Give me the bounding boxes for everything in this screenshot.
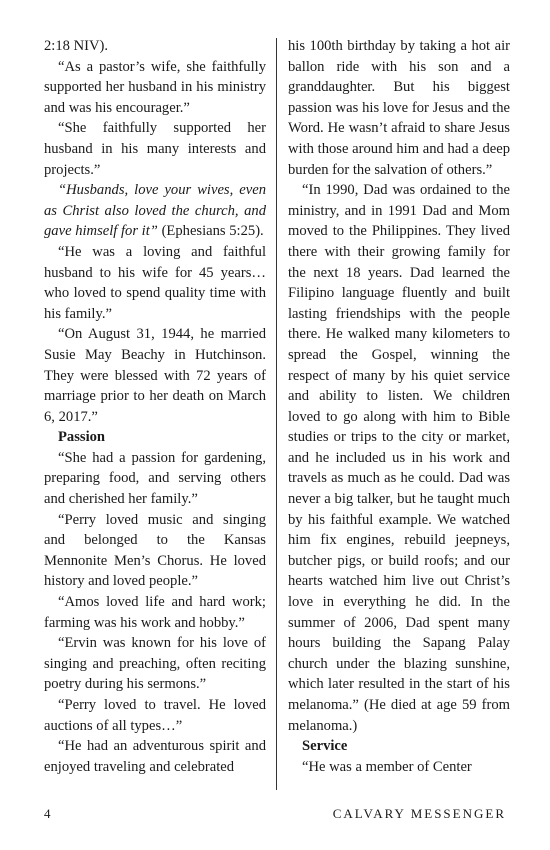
section-heading-passion: Passion	[58, 429, 106, 446]
paragraph: “Perry loved music and singing and belonged to the Kansas Mennonite Men’s Chorus. He loved history and loved people.”	[44, 511, 266, 590]
page-number: 4	[44, 806, 51, 821]
paragraph: his 100th birthday by taking a hot air ballon ride with his son and a granddaughter. But his biggest passion was his love for Jesus and the Word. He wasn’t afraid to share Jesus with those around him and had a deep burden for the salvation of others.”	[288, 38, 510, 178]
scripture-reference: (Ephesians 5:25).	[157, 223, 264, 240]
section-heading-service: Service	[302, 738, 348, 755]
paragraph: “She had a passion for gardening, preparing food, and serving others and cherished her family.”	[44, 449, 266, 508]
publication-name: CALVARY MESSENGER	[332, 806, 506, 821]
column-divider	[276, 38, 277, 790]
paragraph: 2:18 NIV).	[44, 38, 109, 54]
paragraph: “Amos loved life and hard work; farming was his work and hobby.”	[44, 594, 266, 631]
scripture-quote: “Husbands, love your wives, even as Christ also loved the church, and gave himself for it”	[44, 182, 266, 240]
paragraph: “As a pastor’s wife, she faithfully supported her husband in his ministry and was his encourager.”	[44, 58, 266, 116]
paragraph: “In 1990, Dad was ordained to the ministry, and in 1991 Dad and Mom moved to the Philippines. They lived there with their growing family for the next 18 years. Dad learned the Filipino language fluently and built lasting friendships with the people there. He walked many kilometers to spread the Gospel, winning the respect of many by his quiet service and ability to listen. We children loved to go along with him to Bible studies or trips to the city or market, and he included us in his work and travels as much as he could. Dad was never a big talker, but he taught much by his faithful example. We watched him fix engines, rebuild jeepneys, butcher pigs, or build roofs; and our hearts watched him live out Christ’s love in everything he did. In the summer of 2006, Dad spent many hours building the Sapang Palay church under the blazing sunshine, which later resulted in the start of his melanoma.” (He died at age 59 from melanoma.)	[288, 182, 510, 734]
page-footer	[44, 806, 506, 824]
paragraph: “He was a member of Center	[302, 758, 472, 775]
paragraph: “He was a loving and faithful husband to his wife for 45 years… who loved to spend quality time with his family.”	[44, 243, 266, 322]
right-column	[288, 36, 510, 777]
paragraph: “Ervin was known for his love of singing and preaching, often reciting poetry during his sermons.”	[44, 635, 266, 693]
paragraph: “He had an adventurous spirit and enjoyed traveling and celebrated	[44, 738, 266, 775]
paragraph: “On August 31, 1944, he married Susie May Beachy in Hutchinson. They were blessed with 72 years of marriage prior to her death on March 6, 2017.”	[44, 326, 266, 425]
left-column	[44, 36, 266, 777]
scripture-paragraph	[44, 180, 266, 242]
paragraph: “Perry loved to travel. He loved auctions of all types…”	[44, 697, 266, 734]
paragraph: “She faithfully supported her husband in his many interests and projects.”	[44, 120, 266, 178]
